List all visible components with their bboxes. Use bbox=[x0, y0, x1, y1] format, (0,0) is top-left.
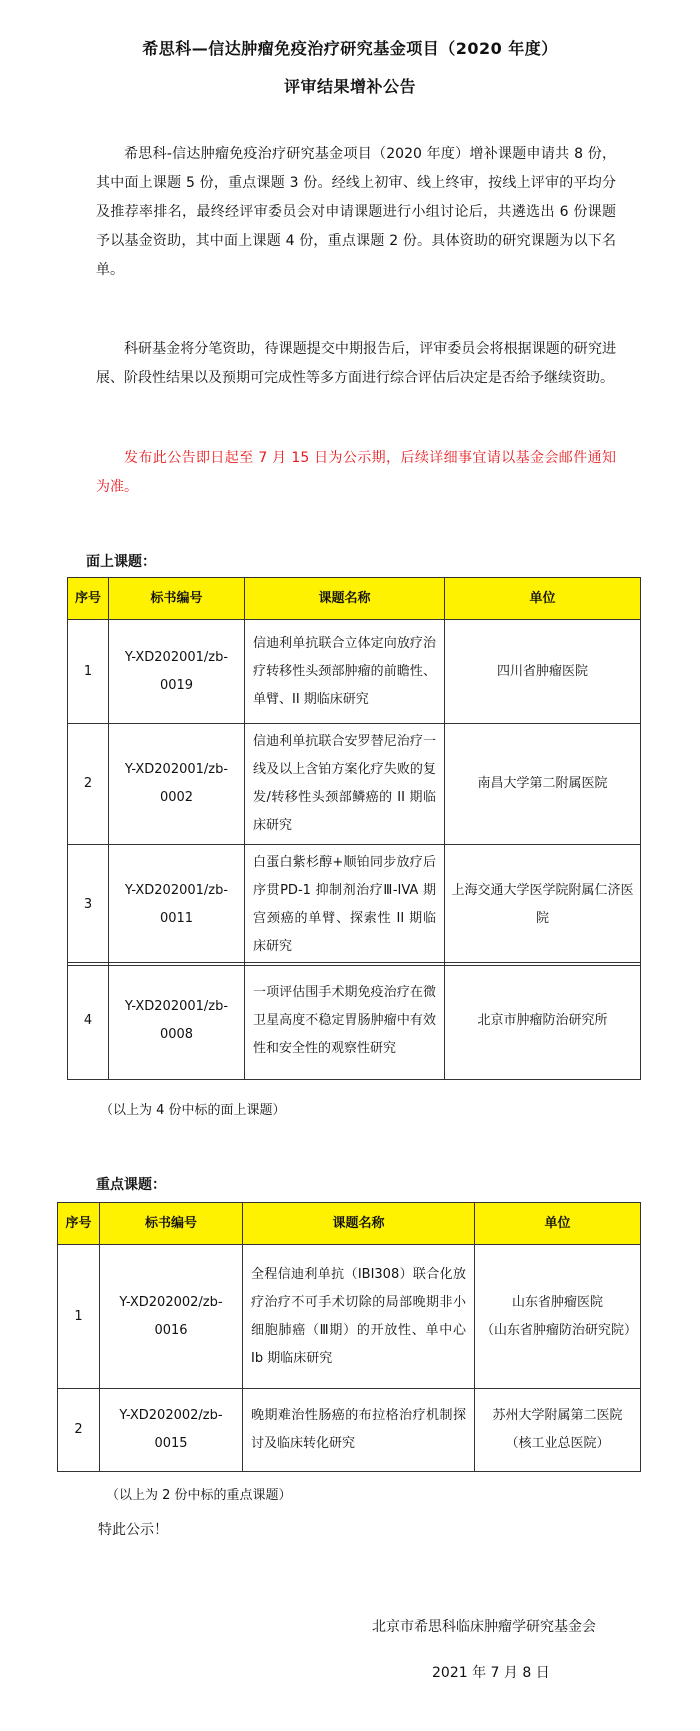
row-unit-alias: （核工业总医院） bbox=[505, 1436, 610, 1451]
publicity-notice: 发布此公告即日起至 7 月 15 日为公示期，后续详细事宜请以基金会邮件通知为准。 bbox=[96, 450, 616, 495]
row-title: 信迪利单抗联合安罗替尼治疗一线及以上含铂方案化疗失败的复发/转移性头颈部鳞癌的 II 期临床研究 bbox=[245, 724, 445, 845]
general-projects-heading: 面上课题： bbox=[86, 554, 156, 570]
row-unit-alias: （山东省肿瘤防治研究院） bbox=[481, 1322, 638, 1338]
row-code: Y-XD202002/zb-0016 bbox=[100, 1245, 243, 1389]
row-title: 全程信迪利单抗（IBI308）联合化放疗治疗不可手术切除的局部晚期非小细胞肺癌（Ⅲ期）的开放性、单中心 Ib 期临床研究 bbox=[243, 1245, 475, 1389]
row-code: Y-XD202001/zb-0019 bbox=[109, 620, 245, 724]
row-unit: 上海交通大学医学院附属仁济医院 bbox=[445, 845, 641, 966]
row-title: 一项评估围手术期免疫治疗在微卫星高度不稳定胃肠肿瘤中有效性和安全性的观察性研究 bbox=[245, 963, 445, 1080]
row-no: 1 bbox=[58, 1245, 100, 1389]
row-title: 晚期难治性肠癌的布拉格治疗机制探讨及临床转化研究 bbox=[243, 1389, 475, 1472]
row-unit-name: 山东省肿瘤医院 bbox=[511, 1294, 603, 1310]
table-row bbox=[68, 845, 641, 966]
row-code: Y-XD202001/zb-0011 bbox=[109, 845, 245, 966]
general-projects-table-continued bbox=[67, 962, 641, 1080]
table-row bbox=[58, 1245, 641, 1389]
key-projects-table bbox=[57, 1202, 641, 1472]
row-code: Y-XD202001/zb-0008 bbox=[109, 963, 245, 1080]
header-code: 标书编号 bbox=[100, 1203, 243, 1245]
header-no: 序号 bbox=[68, 578, 109, 620]
row-no: 1 bbox=[68, 620, 109, 724]
key-projects-heading: 重点课题： bbox=[96, 1177, 166, 1193]
funding-paragraph: 科研基金将分笔资助，待课题提交中期报告后，评审委员会将根据课题的研究进展、阶段性结果以及预期可完成性等多方面进行综合评估后决定是否给予继续资助。 bbox=[96, 341, 616, 386]
table-row bbox=[58, 1389, 641, 1472]
row-unit bbox=[475, 1245, 641, 1389]
announcement-title: 希思科—信达肿瘤免疫治疗研究基金项目（2020 年度） bbox=[142, 39, 558, 58]
header-code: 标书编号 bbox=[109, 578, 245, 620]
row-unit-name: 苏州大学附属第二医院 bbox=[492, 1408, 623, 1423]
row-unit: 四川省肿瘤医院 bbox=[445, 620, 641, 724]
general-projects-table bbox=[67, 577, 641, 966]
row-unit: 北京市肿瘤防治研究所 bbox=[445, 963, 641, 1080]
row-no: 2 bbox=[68, 724, 109, 845]
closing-statement: 特此公示！ bbox=[98, 1522, 168, 1538]
general-projects-note: （以上为 4 份中标的面上课题） bbox=[100, 1103, 286, 1118]
row-code: Y-XD202001/zb-0002 bbox=[109, 724, 245, 845]
key-projects-note: （以上为 2 份中标的重点课题） bbox=[106, 1488, 292, 1503]
table-header-row bbox=[68, 578, 641, 620]
row-code: Y-XD202002/zb-0015 bbox=[100, 1389, 243, 1472]
row-title: 白蛋白紫杉醇+顺铂同步放疗后序贯PD-1 抑制剂治疗Ⅲ-IVA 期宫颈癌的单臂、探索性 II 期临床研究 bbox=[245, 845, 445, 966]
intro-paragraph: 希思科-信达肿瘤免疫治疗研究基金项目（2020 年度）增补课题申请共 8 份，其中面上课题 5 份，重点课题 3 份。经线上初审、线上终审，按线上评审的平均分及推荐率排名，最终经评审委员会对申请课题进行小组讨论后，共遴选出 6 份课题予以基金资助，其中面上课题 4 份，重点课题 2 份。具体资助的研究课题为以下名单。 bbox=[96, 146, 616, 278]
table-row bbox=[68, 963, 641, 1080]
announcement-subtitle: 评审结果增补公告 bbox=[283, 77, 416, 96]
header-no: 序号 bbox=[58, 1203, 100, 1245]
table-header-row bbox=[58, 1203, 641, 1245]
header-unit: 单位 bbox=[445, 578, 641, 620]
row-unit bbox=[475, 1389, 641, 1472]
issue-date: 2021 年 7 月 8 日 bbox=[432, 1665, 550, 1681]
row-title: 信迪利单抗联合立体定向放疗治疗转移性头颈部肿瘤的前瞻性、单臂、II 期临床研究 bbox=[245, 620, 445, 724]
header-unit: 单位 bbox=[475, 1203, 641, 1245]
row-no: 2 bbox=[58, 1389, 100, 1472]
row-no: 3 bbox=[68, 845, 109, 966]
header-title: 课题名称 bbox=[245, 578, 445, 620]
header-title: 课题名称 bbox=[243, 1203, 475, 1245]
table-row bbox=[68, 620, 641, 724]
table-row bbox=[68, 724, 641, 845]
row-no: 4 bbox=[68, 963, 109, 1080]
issuing-organization: 北京市希思科临床肿瘤学研究基金会 bbox=[372, 1619, 596, 1635]
row-unit: 南昌大学第二附属医院 bbox=[445, 724, 641, 845]
